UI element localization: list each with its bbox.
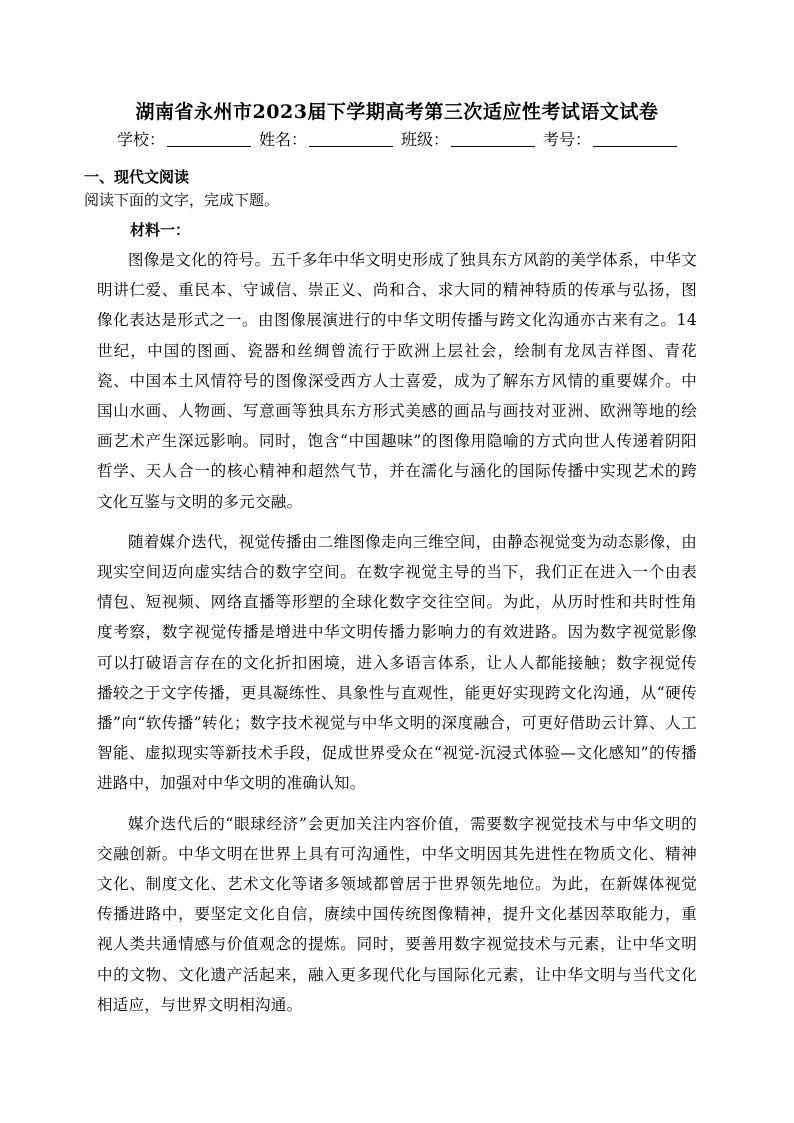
exam-number-label: 考号： [543, 132, 592, 149]
passage-paragraph: 图像是文化的符号。五千多年中华文明史形成了独具东方风韵的美学体系，中华文明讲仁爱、重民本、守诚信、崇正义、尚和合、求大同的精神特质的传承与弘扬，图像化表达是形式之一。由图像展演进行的中华文明传播与跨文化沟通亦古来有之。14世纪，中国的图画、瓷器和丝绸曾流行于欧洲上层社会，绘制有龙凤吉祥图、青花瓷、中国本土风情符号的图像深受西方人士喜爱，成为了解东方风情的重要媒介。中国山水画、人物画、写意画等独具东方形式美感的画品与画技对亚洲、欧洲等地的绘画艺术产生深远影响。同时，饱含“中国趣味”的图像用隐喻的方式向世人传递着阴阳哲学、天人合一的核心精神和超然气节，并在濡化与涵化的国际传播中实现艺术的跨文化互鉴与文明的多元交融。 [97, 251, 697, 511]
exam-title: 湖南省永州市2023届下学期高考第三次适应性考试语文试卷 [135, 101, 659, 123]
class-label: 班级： [401, 132, 450, 149]
exam-number-blank[interactable] [593, 132, 677, 147]
student-info-line [0, 127, 794, 150]
passage-body [97, 245, 697, 1028]
name-label: 姓名： [258, 132, 307, 149]
class-blank[interactable] [451, 132, 535, 147]
passage-paragraph: 随着媒介迭代，视觉传播由二维图像走向三维空间，由静态视觉变为动态影像，由现实空间迈向虚实结合的数字空间。在数字视觉主导的当下，我们正在进入一个由表情包、短视频、网络直播等形塑的全球化数字交往空间。为此，从历时性和共时性角度考察，数字视觉传播是增进中华文明传播力影响力的有效进路。因为数字视觉影像可以打破语言存在的文化折扣困境，进入多语言体系，让人人都能接触；数字视觉传播较之于文字传播，更具凝练性、具象性与直观性，能更好实现跨文化沟通，从“硬传播”向“软传播”转化；数字技术视觉与中华文明的深度融合，可更好借助云计算、人工智能、虚拟现实等新技术手段，促成世界受众在“视觉-沉浸式体验—文化感知”的传播进路中，加强对中华文明的准确认知。 [97, 532, 697, 793]
material-label: 材料一： [130, 221, 191, 239]
school-label: 学校： [116, 132, 165, 149]
name-blank[interactable] [309, 132, 393, 147]
passage-paragraph: 媒介迭代后的“眼球经济”会更加关注内容价值，需要数字视觉技术与中华文明的交融创新。中华文明在世界上具有可沟通性，中华文明因其先进性在物质文化、精神文化、制度文化、艺术文化等诸多领域都曾居于世界领先地位。为此，在新媒体视觉传播进路中，要坚定文化自信，赓续中国传统图像精神，提升文化基因萃取能力，重视人类共通情感与价值观念的提炼。同时，要善用数字视觉技术与元素，让中华文明中的文物、文化遗产活起来，融入更多现代化与国际化元素，让中华文明与当代文化相适应，与世界文明相沟通。 [97, 814, 697, 1014]
school-blank[interactable] [167, 132, 251, 147]
reading-instruction: 阅读下面的文字，完成下题。 [84, 191, 280, 209]
section-heading: 一、现代文阅读 [84, 168, 190, 186]
